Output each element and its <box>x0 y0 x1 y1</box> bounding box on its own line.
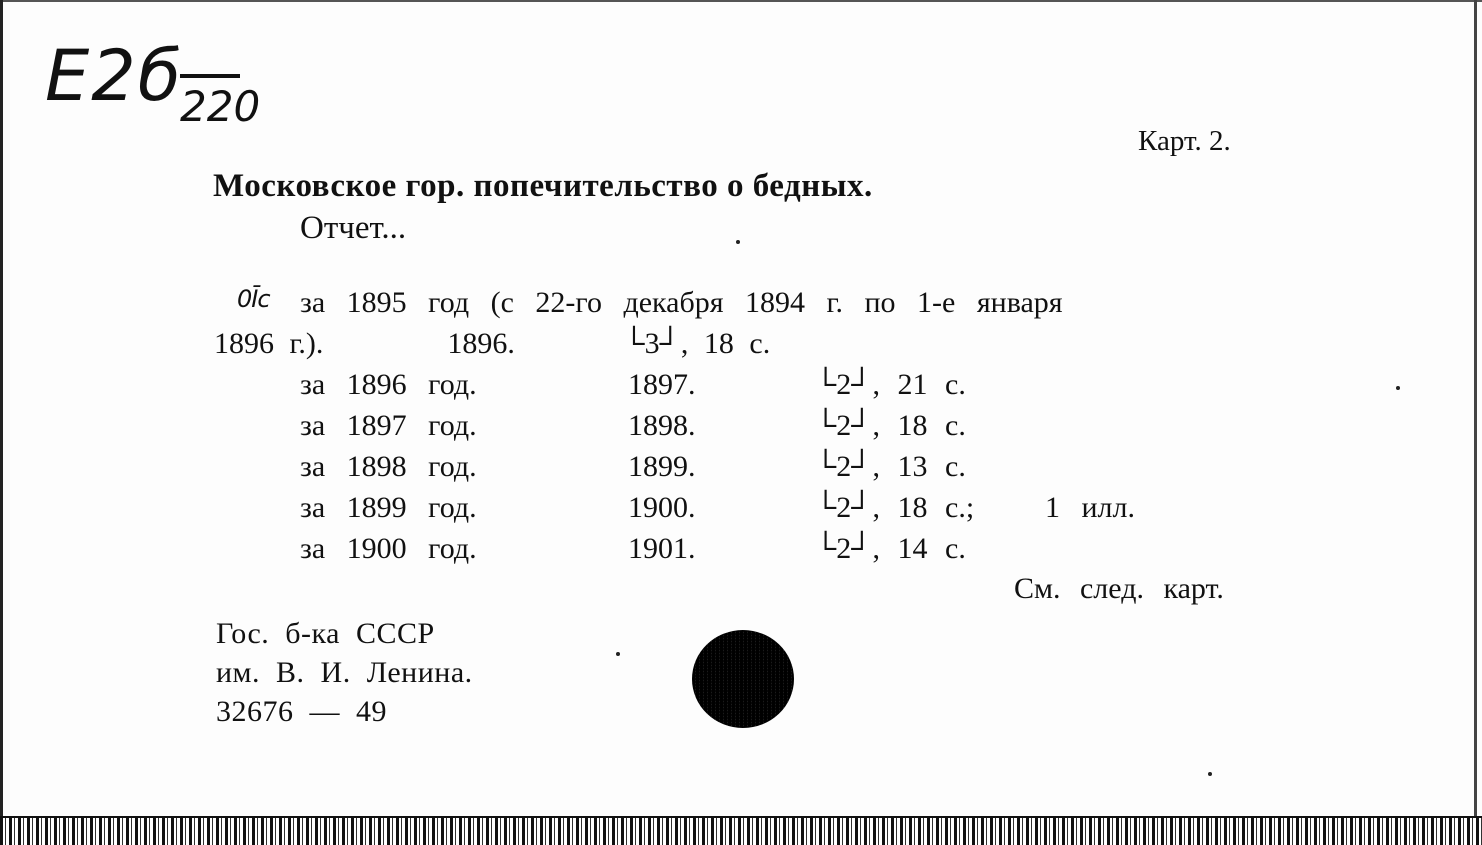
entry-year: за 1897 год. <box>300 409 477 442</box>
card-number: Карт. 2. <box>1138 125 1231 157</box>
speck <box>1396 386 1400 390</box>
card-subtitle: Отчет... <box>300 210 407 246</box>
card-bottom-strip <box>0 818 1482 845</box>
see-next-card: См. след. карт. <box>1014 572 1224 605</box>
entry-pages: └2┘, 21 с. <box>815 368 966 401</box>
entry-1895-line2: 1896 г.). 1896. └3┘, 18 с. <box>214 327 771 360</box>
card-right-edge <box>1474 0 1477 820</box>
speck <box>1208 772 1212 776</box>
shelf-mark: E2б <box>45 35 183 117</box>
card-top-edge <box>0 0 1482 2</box>
entry-1895-line1: за 1895 год (с 22-го декабря 1894 г. по 1-е января <box>300 286 1063 319</box>
entry-row <box>0 532 1300 568</box>
shelf-mark-denominator: 220 <box>180 74 240 131</box>
entry-pages: └2┘, 13 с. <box>815 450 966 483</box>
card-heading: Московское гор. попечительство о бедных. <box>213 168 873 204</box>
entry-year: за 1900 год. <box>300 532 477 565</box>
speck <box>736 240 740 244</box>
entry-published: 1897. <box>628 368 696 401</box>
entry-pages: └2┘, 14 с. <box>815 532 966 565</box>
entry-published: 1898. <box>628 409 696 442</box>
entry-row <box>0 409 1300 445</box>
library-line: им. В. И. Ленина. <box>216 656 473 689</box>
entry-published: 1899. <box>628 450 696 483</box>
entry-year: за 1896 год. <box>300 368 477 401</box>
entry-pages: └2┘, 18 с.; <box>815 491 975 524</box>
entry-illustrations: 1 илл. <box>1045 491 1135 524</box>
library-line: 32676 — 49 <box>216 695 387 728</box>
entry-pages: └2┘, 18 с. <box>815 409 966 442</box>
library-imprint <box>216 614 473 731</box>
library-stamp <box>692 630 794 728</box>
speck <box>616 652 620 656</box>
entry-year: за 1898 год. <box>300 450 477 483</box>
entry-row <box>0 450 1300 486</box>
entry-published: 1901. <box>628 532 696 565</box>
entry-row <box>0 491 1300 527</box>
entry-year: за 1899 год. <box>300 491 477 524</box>
library-line: Гос. б-ка СССР <box>216 617 435 650</box>
entry-row <box>0 368 1300 404</box>
pencil-mark: 0Īc <box>237 285 270 313</box>
entry-published: 1900. <box>628 491 696 524</box>
